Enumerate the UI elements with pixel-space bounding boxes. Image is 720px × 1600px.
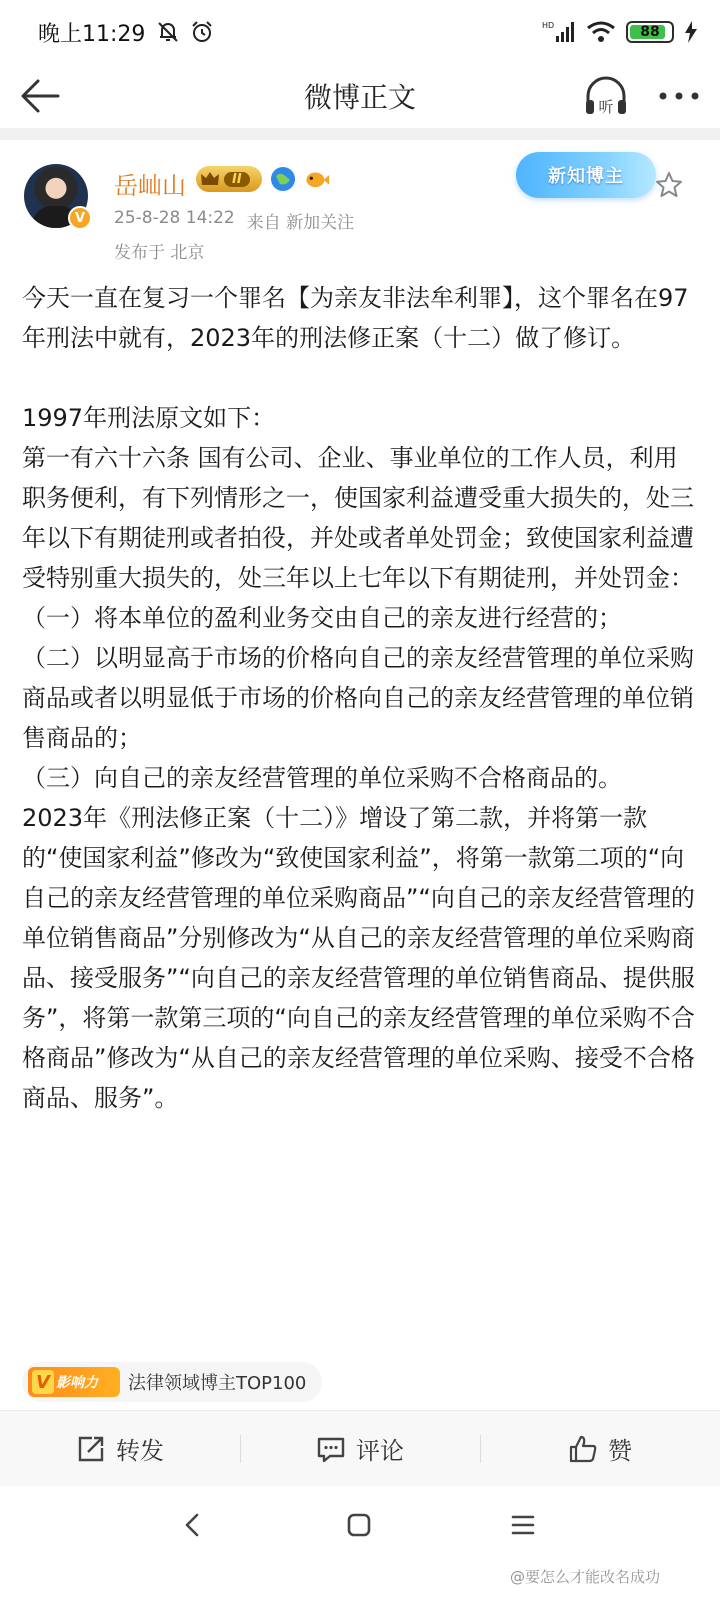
post-body-text: 今天一直在复习一个罪名【为亲友非法牟利罪】，这个罪名在97年刑法中就有，2023年的刑法修正案（十二）做了修订。 1997年刑法原文如下： 第一有六十六条 国有公司、企业、事业单位的工作人员，利用职务便利，有下列情形之一，使国家利益遭受重大损失的，处三年以下有期徒刑或者拍役，并处或者单处罚金；致使国家利益遭受特别重大损失的，处三年以上七年以下有期徒刑，并处罚金： （一）将本单位的盈利业务交由自己的亲友进行经营的； （二）以明显高于市场的价格向自己的亲友经营管理的单位采购商品或者以明显低于市场的价格向自己的亲友经营管理的单位销售商品的； （三）向自己的亲友经营管理的单位采购不合格商品的。 2023年《刑法修正案（十二）》增设了第二款，并将第一款的“使国家利益”修改为“致使国家利益”，将第一款第二项的“向自己的亲友经营管理的单位采购商品”“向自己的亲友经营管理的单位销售商品”分别修改为“从自己的亲友经营管理的单位采购商品、接受服务”“向自己的亲友经营管理的单位销售商品、提供服务”，将第一款第三项的“向自己的亲友经营管理的单位采购不合格商品”修改为“从自己的亲友经营管理的单位采购、接受不合格商品、服务”。 [22, 284, 695, 1112]
post-location: 发布于 北京 [114, 243, 205, 263]
back-arrow-icon[interactable] [18, 76, 62, 116]
post-source[interactable]: 来自 新加关注 [246, 213, 355, 233]
influence-label: 影响力 [56, 1375, 98, 1391]
comment-label: 评论 [356, 1437, 404, 1465]
fish-badge-icon[interactable] [304, 166, 330, 192]
page-title: 微博正文 [303, 81, 416, 114]
mute-bell-icon [155, 19, 181, 45]
status-time: 晚上11:29 [38, 21, 146, 47]
comment-button[interactable] [240, 1411, 480, 1486]
alarm-clock-icon [189, 19, 215, 45]
wifi-icon [586, 20, 616, 44]
status-bar [0, 0, 720, 64]
system-recents-icon[interactable] [508, 1510, 538, 1540]
repost-label: 转发 [116, 1437, 164, 1465]
charging-bolt-icon [684, 21, 698, 43]
post-action-bar [0, 1410, 720, 1486]
like-label: 赞 [608, 1437, 632, 1465]
battery-indicator [626, 21, 674, 43]
system-nav-bar [0, 1486, 720, 1600]
influence-v: V [32, 1370, 54, 1394]
signal-icon [542, 20, 576, 44]
repost-button[interactable] [0, 1411, 240, 1486]
listen-headphone-icon[interactable] [582, 72, 630, 120]
header-divider [0, 128, 720, 140]
author-badges [196, 166, 330, 192]
globe-badge-icon[interactable] [270, 166, 296, 192]
verified-badge-icon: V [68, 206, 92, 230]
influence-tag-chip[interactable] [22, 1362, 322, 1402]
listen-label: 听 [598, 98, 614, 116]
favorite-star-icon[interactable] [654, 170, 684, 200]
crown-icon [200, 170, 220, 188]
like-button[interactable] [480, 1411, 720, 1486]
system-back-icon[interactable] [178, 1510, 208, 1540]
new-blogger-badge[interactable] [516, 152, 656, 198]
top-nav-bar [0, 64, 720, 128]
level-text: II [224, 172, 250, 187]
post-date: 25-8-28 14:22 [114, 208, 235, 228]
level-badge[interactable] [196, 166, 262, 192]
more-options-icon[interactable] [656, 82, 702, 110]
post-meta [114, 208, 354, 233]
influence-tag-text: 法律领域博主TOP100 [128, 1373, 307, 1394]
author-name[interactable]: 岳屾山 [114, 172, 186, 200]
influence-badge-icon [28, 1367, 120, 1397]
battery-level: 88 [640, 24, 660, 40]
watermark-text: @要怎么才能改名成功 [510, 1568, 661, 1586]
comment-icon [316, 1434, 346, 1464]
system-home-icon[interactable] [344, 1510, 374, 1540]
network-label: HD [542, 21, 555, 30]
thumbs-up-icon [568, 1434, 598, 1464]
new-blogger-label: 新知博主 [548, 166, 624, 187]
repost-icon [76, 1434, 106, 1464]
